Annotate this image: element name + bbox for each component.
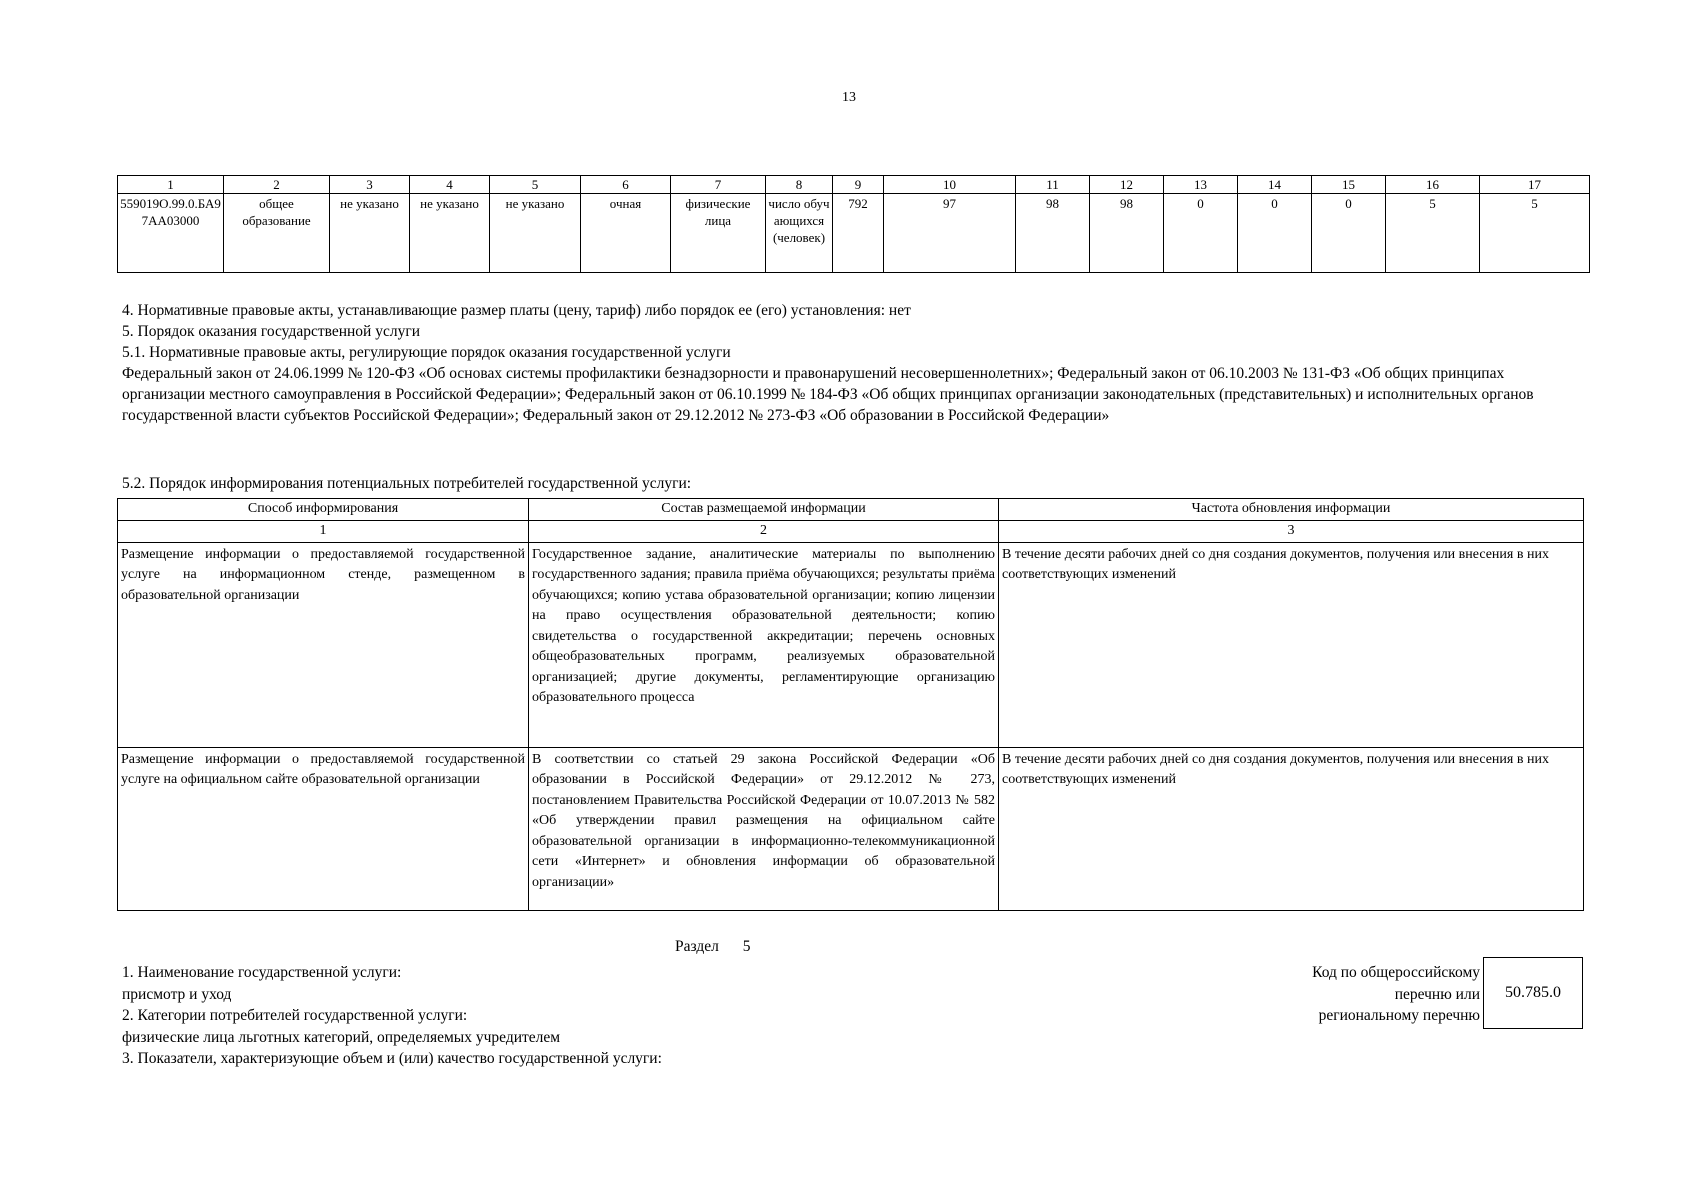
table-cell: 97 <box>884 194 1016 273</box>
table-cell: 0 <box>1164 194 1238 273</box>
table-row <box>118 194 1590 273</box>
registry-code-value: 50.785.0 <box>1505 984 1561 1001</box>
form-cell: очная <box>581 194 671 273</box>
code-label-line: региональному перечню <box>1318 1007 1480 1024</box>
table-row <box>118 542 1584 747</box>
column-number: 16 <box>1386 176 1480 194</box>
paragraph-5-1: 5.1. Нормативные правовые акты, регулирующие порядок оказания государственной услуги <box>122 344 731 361</box>
regulations-section <box>122 300 1582 426</box>
column-number: 1 <box>118 176 224 194</box>
registry-code-cell: 559019О.99.0.БА97АА03000 <box>118 194 224 273</box>
code-label-line: перечню или <box>1394 985 1480 1003</box>
consumer-category-value: физические лица льготных категорий, определяемых учредителем <box>122 1028 561 1046</box>
category-cell: физические лица <box>671 194 766 273</box>
content-cell: Государственное задание, аналитические материалы по выполнению государственного задания; правила приёма обучающихся; результаты приёма обучающихся; копию устава образовательной организации; копию лицензии на право осуществления образовательной деятельности; копию свидетельства о государственной аккредитации; перечень основных общеобразовательных программ, реализуемых образовательной организацией; другие документы, регламентирующие организацию образовательного процесса <box>529 542 999 747</box>
column-number: 14 <box>1238 176 1312 194</box>
column-number: 3 <box>999 521 1584 543</box>
paragraph-5-2: 5.2. Порядок информирования потенциальных потребителей государственной услуги: <box>122 475 692 492</box>
service-content-cell: общее образование <box>224 194 330 273</box>
registry-code-label <box>1170 962 1480 1027</box>
column-number: 15 <box>1312 176 1386 194</box>
table-cell: 98 <box>1090 194 1164 273</box>
table-number-row <box>118 521 1584 543</box>
column-number: 17 <box>1480 176 1590 194</box>
column-number: 9 <box>833 176 884 194</box>
informing-table <box>117 498 1584 911</box>
column-number: 3 <box>330 176 410 194</box>
column-number: 5 <box>490 176 581 194</box>
column-number: 2 <box>529 521 999 543</box>
indicators-label: 3. Показатели, характеризующие объем и (или) качество государственной услуги: <box>122 1050 662 1067</box>
table-cell: не указано <box>330 194 410 273</box>
laws-list: Федеральный закон от 24.06.1999 № 120-ФЗ «Об основах системы профилактики безнадзорности и правонарушений несовершеннолетних»; Федеральный закон от 06.10.2003 № 131-ФЗ «Об общих принципах организации местного самоуправления в Российской Федерации»; Федеральный закон от 06.10.1999 № 184-ФЗ «Об общих принципах организации законодательных (представительных) и исполнительных органов государственной власти субъектов Российской Федерации»; Федеральный закон от 29.12.2012 № 273-ФЗ «Об образовании в Российской Федерации» <box>122 365 1534 424</box>
frequency-cell: В течение десяти рабочих дней со дня создания документов, получения или внесения в них соответствующих изменений <box>999 747 1584 910</box>
table-cell: 5 <box>1386 194 1480 273</box>
paragraph-4: 4. Нормативные правовые акты, устанавливающие размер платы (цену, тариф) либо порядок ее (его) установления: нет <box>122 302 911 319</box>
column-number: 2 <box>224 176 330 194</box>
table-cell: не указано <box>410 194 490 273</box>
table-row <box>118 747 1584 910</box>
frequency-cell: В течение десяти рабочих дней со дня создания документов, получения или внесения в них соответствующих изменений <box>999 542 1584 747</box>
column-number: 13 <box>1164 176 1238 194</box>
column-number: 1 <box>118 521 529 543</box>
registry-code-box <box>1483 957 1583 1029</box>
page-number: 13 <box>842 90 856 105</box>
consumer-category-label: 2. Категории потребителей государственной услуги: <box>122 1007 468 1024</box>
column-number: 6 <box>581 176 671 194</box>
column-number: 10 <box>884 176 1016 194</box>
table-cell: 5 <box>1480 194 1590 273</box>
section-5-details <box>122 962 1022 1070</box>
volume-indicators-table <box>117 175 1590 273</box>
table-header-row <box>118 499 1584 521</box>
indicator-cell: число обучающихся (человек) <box>766 194 833 273</box>
section-title: Раздел 5 <box>675 938 751 955</box>
column-header: Способ информирования <box>118 499 529 521</box>
code-label-line: Код по общероссийскому <box>1312 964 1480 981</box>
column-header: Частота обновления информации <box>999 499 1584 521</box>
column-number: 11 <box>1016 176 1090 194</box>
column-number: 7 <box>671 176 766 194</box>
service-name-value: присмотр и уход <box>122 985 232 1003</box>
table-cell: не указано <box>490 194 581 273</box>
table-cell: 792 <box>833 194 884 273</box>
paragraph-5-2-block <box>122 473 1582 494</box>
table-cell: 0 <box>1312 194 1386 273</box>
column-header: Состав размещаемой информации <box>529 499 999 521</box>
method-cell: Размещение информации о предоставляемой государственной услуге на официальном сайте образовательной организации <box>118 747 529 910</box>
column-number: 8 <box>766 176 833 194</box>
table-cell: 98 <box>1016 194 1090 273</box>
column-number: 4 <box>410 176 490 194</box>
table-header-row <box>118 176 1590 194</box>
method-cell: Размещение информации о предоставляемой государственной услуге на информационном стенде, размещенном в образовательной организации <box>118 542 529 747</box>
service-name-label: 1. Наименование государственной услуги: <box>122 964 402 981</box>
column-number: 12 <box>1090 176 1164 194</box>
paragraph-5: 5. Порядок оказания государственной услуги <box>122 323 420 340</box>
table-cell: 0 <box>1238 194 1312 273</box>
content-cell: В соответствии со статьей 29 закона Российской Федерации «Об образовании в Российской Федерации» от 29.12.2012 № 273, постановлением Правительства Российской Федерации от 10.07.2013 № 582 «Об утверждении правил размещения на официальном сайте образовательной организации в информационно-телекоммуникационной сети «Интернет» и обновления информации об образовательной организации» <box>529 747 999 910</box>
